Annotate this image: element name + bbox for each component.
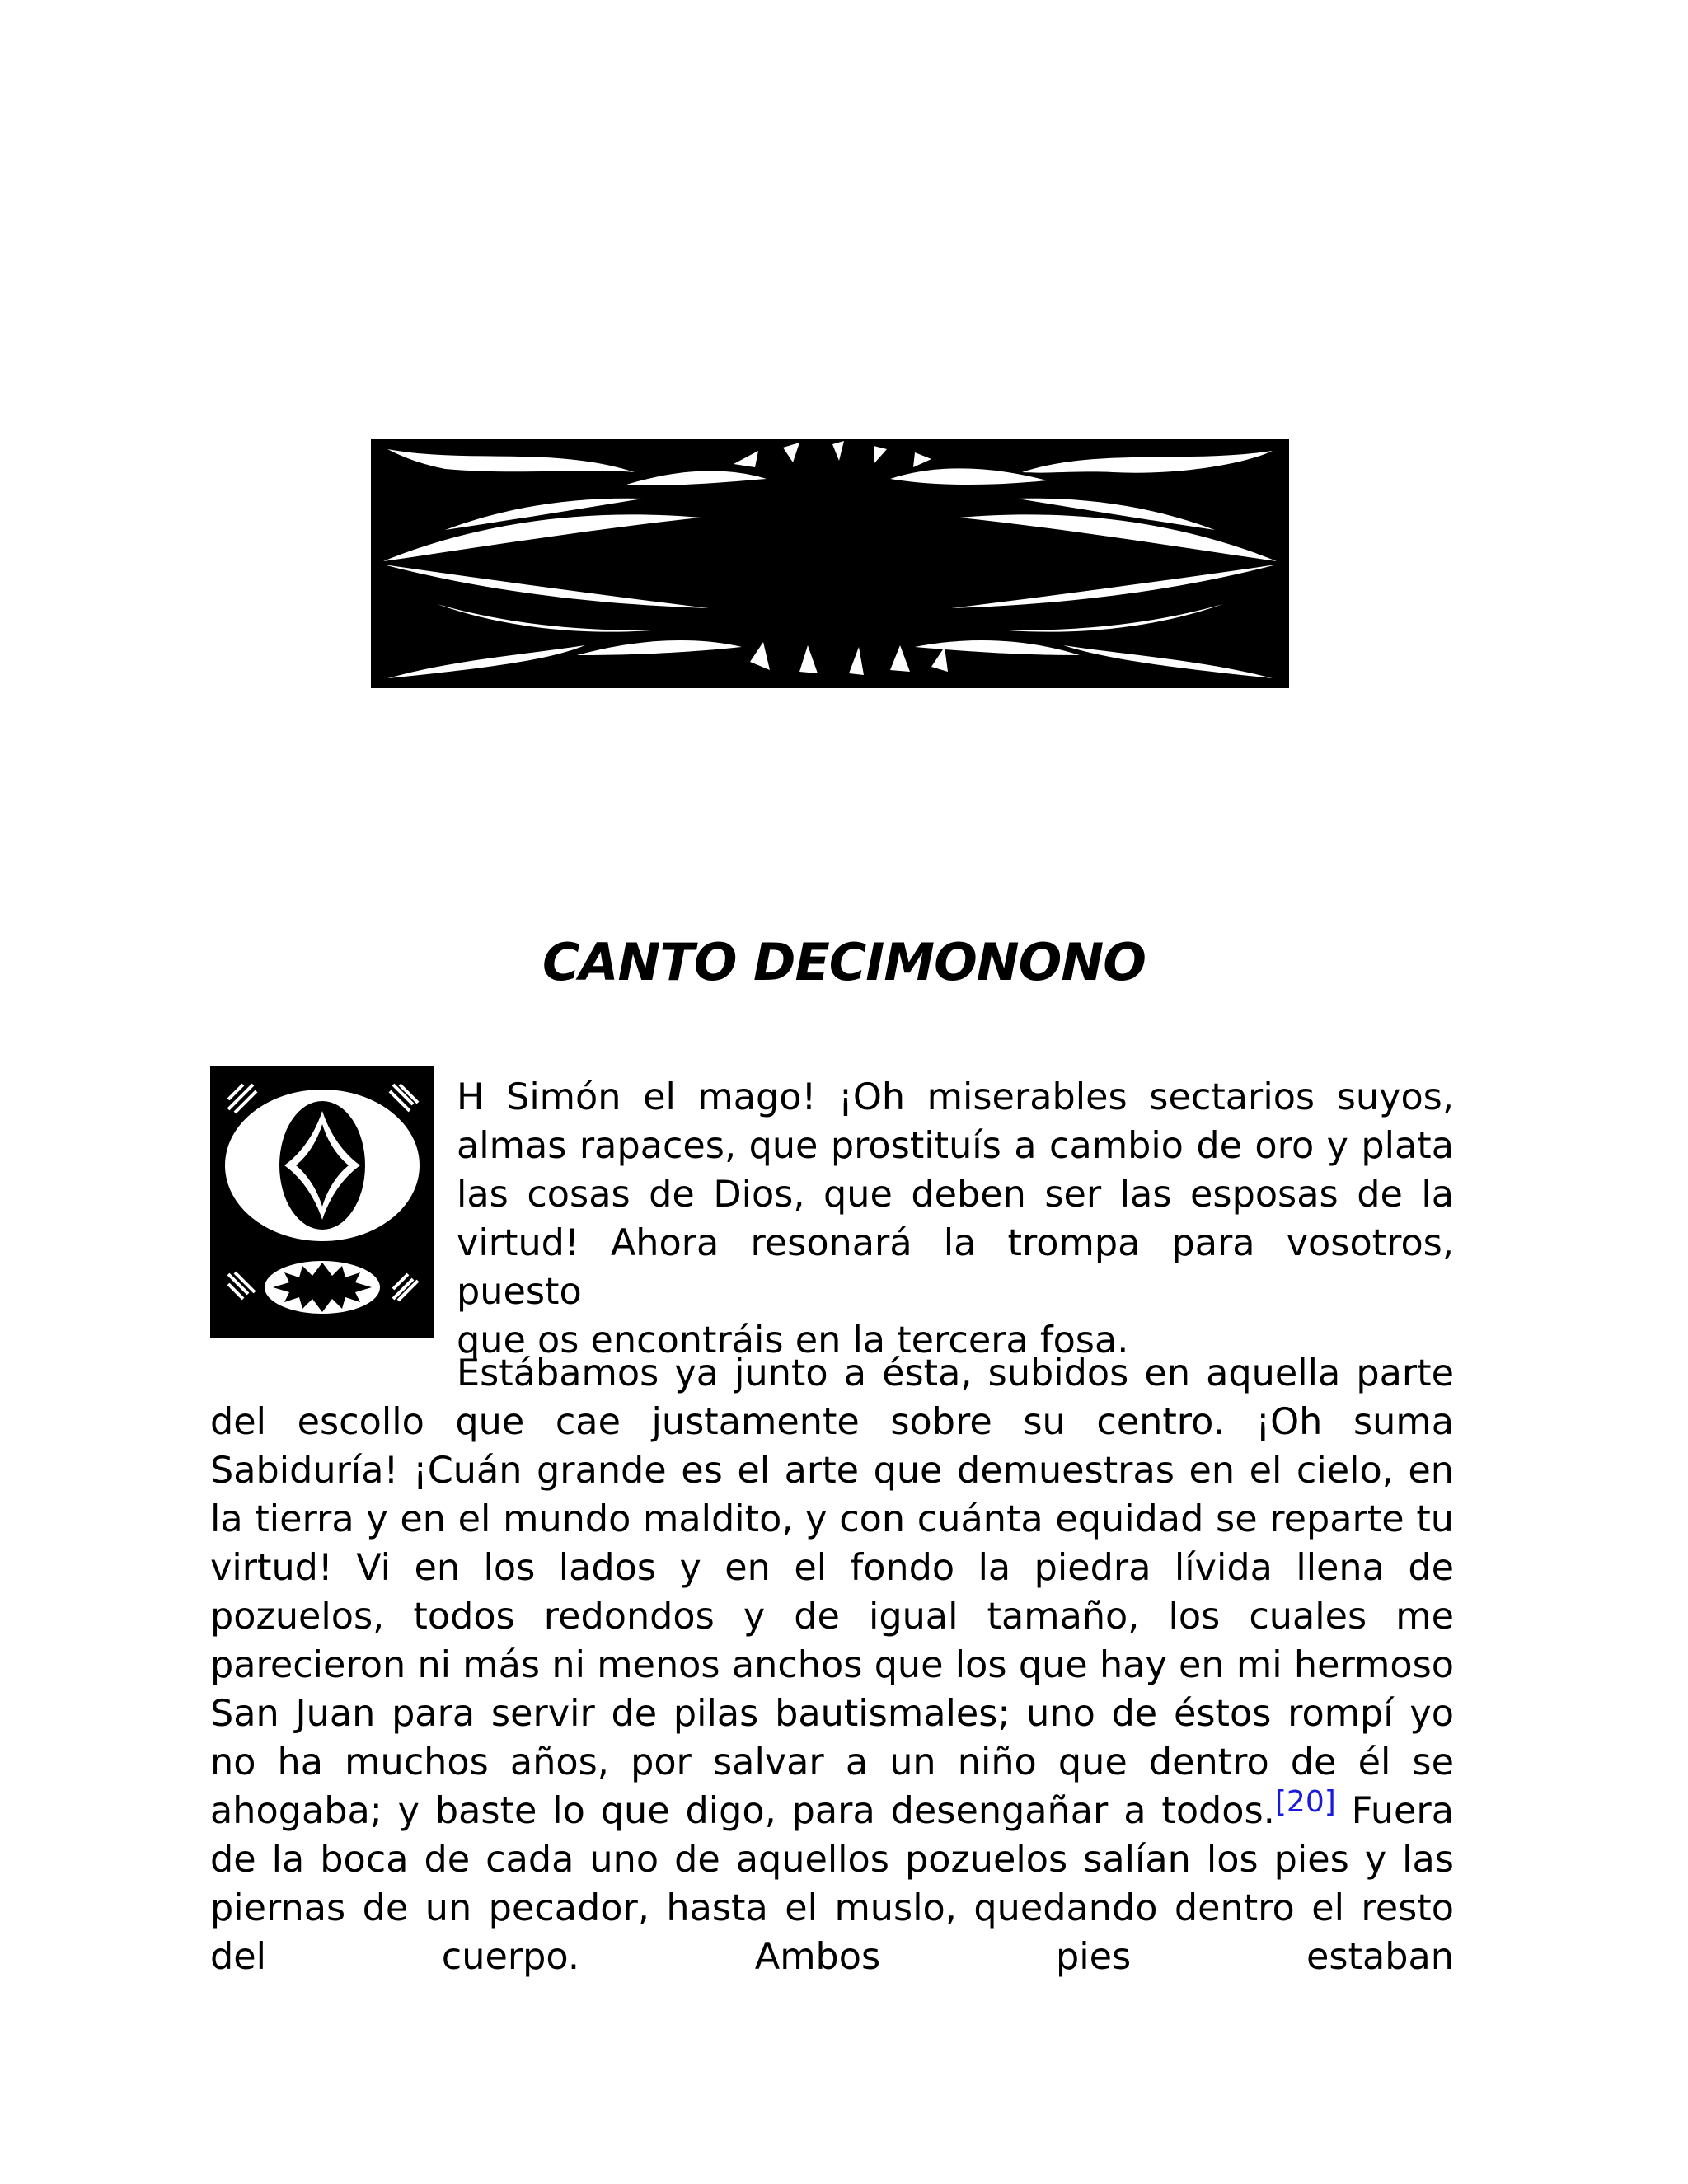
paragraph-line: almas rapaces, que prostituís a cambio de oro y plata bbox=[457, 1125, 1454, 1167]
dropcap-graphic bbox=[210, 1066, 434, 1338]
paragraph-body bbox=[210, 1349, 1454, 1981]
paragraph-opening bbox=[457, 1073, 1454, 1365]
footnote-link[interactable]: [20] bbox=[1274, 1785, 1336, 1819]
paragraph-line: virtud! Ahora resonará la trompa para vosotros, puesto bbox=[457, 1222, 1454, 1313]
paragraph-text: Estábamos ya junto a ésta, subidos en aquella parte del escollo que cae justamente sobre su centro. ¡Oh suma Sabiduría! ¡Cuán grande es el arte que demuestras en el cielo, en la tierra y en el mundo maldito, y con cuánta equidad se reparte tu virtud! Vi en los lados y en el fondo la piedra lívida llena de pozuelos, todos redondos y de igual tamaño, los cuales me parecieron ni más ni menos anchos que los que hay en mi hermoso San Juan para servir de pilas bautismales; uno de éstos rompí yo no ha muchos años, por salvar a un niño que dentro de él se ahogaba; y baste lo que digo, para desengañar a todos. bbox=[210, 1352, 1454, 1832]
paragraph-line: H Simón el mago! ¡Oh miserables sectarios suyos, bbox=[457, 1076, 1454, 1118]
ornament-graphic bbox=[371, 439, 1289, 688]
woodcut-ornament-banner bbox=[371, 439, 1289, 688]
decorated-initial-O-icon bbox=[210, 1066, 434, 1338]
paragraph-line: las cosas de Dios, que deben ser las esposas de la bbox=[457, 1174, 1454, 1216]
paragraph-text: Fuera de la boca de cada uno de aquellos pozuelos salían los pies y las piernas de un pecador, hasta el muslo, quedando dentro el resto del cuerpo. Ambos pies estaban bbox=[210, 1790, 1454, 1978]
chapter-title: CANTO DECIMONONO bbox=[542, 932, 1146, 992]
paragraph-line: que os encontráis en la tercera fosa. bbox=[457, 1319, 1129, 1361]
